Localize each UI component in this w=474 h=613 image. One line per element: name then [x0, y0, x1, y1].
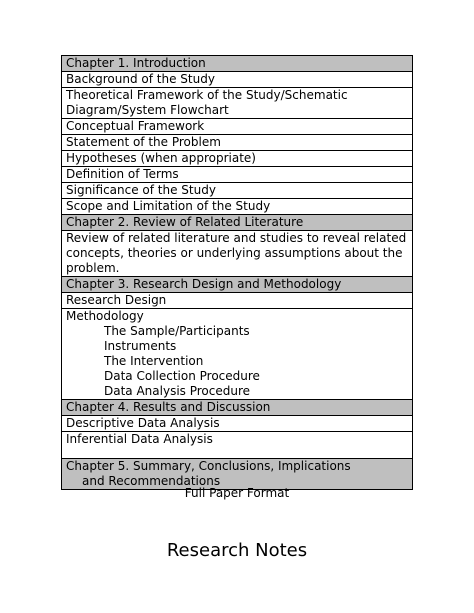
chapter-5-heading: [62, 459, 413, 490]
outline-item: Methodology: [66, 309, 144, 323]
methodology-subitem: The Intervention: [104, 354, 204, 368]
outline-item: Statement of the Problem: [62, 135, 413, 151]
footer-title: Research Notes: [166, 540, 308, 561]
outline-item: Research Design: [62, 293, 413, 309]
outline-item: Inferential Data Analysis: [62, 432, 413, 459]
methodology-subitem: The Sample/Participants: [104, 324, 250, 338]
methodology-cell: [62, 309, 413, 400]
methodology-subitem: Data Analysis Procedure: [104, 384, 251, 398]
table-caption: Full Paper Format: [184, 486, 290, 500]
outline-item: Background of the Study: [62, 72, 413, 88]
chapter-1-heading: Chapter 1. Introduction: [62, 56, 413, 72]
outline-item: Scope and Limitation of the Study: [62, 199, 413, 215]
outline-item: Review of related literature and studies to reveal related concepts, theories or underlying assumptions about the problem.: [62, 231, 413, 277]
outline-item: Significance of the Study: [62, 183, 413, 199]
methodology-subitem: Instruments: [104, 339, 177, 353]
chapter-3-heading: Chapter 3. Research Design and Methodology: [62, 277, 413, 293]
outline-item: Descriptive Data Analysis: [62, 416, 413, 432]
methodology-subitem: Data Collection Procedure: [104, 369, 260, 383]
outline-item: Conceptual Framework: [62, 119, 413, 135]
outline-item: Theoretical Framework of the Study/Schematic Diagram/System Flowchart: [62, 88, 413, 119]
chapter-5-title-line1: Chapter 5. Summary, Conclusions, Implications: [66, 459, 351, 473]
outline-item: Definition of Terms: [62, 167, 413, 183]
paper-format-table: [61, 55, 413, 490]
chapter-5-title-line2: and Recommendations: [82, 474, 221, 488]
chapter-2-heading: Chapter 2. Review of Related Literature: [62, 215, 413, 231]
chapter-4-heading: Chapter 4. Results and Discussion: [62, 400, 413, 416]
outline-item: Hypotheses (when appropriate): [62, 151, 413, 167]
